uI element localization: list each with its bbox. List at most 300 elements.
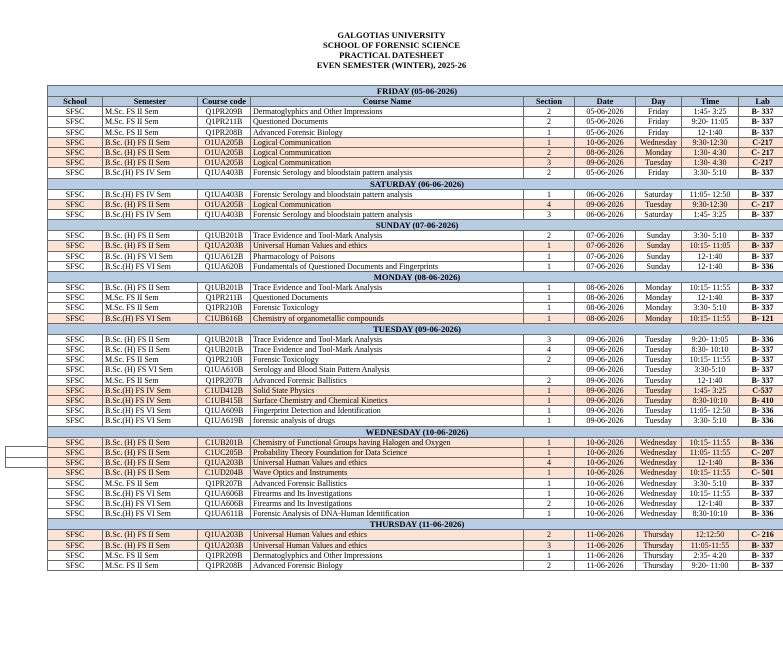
time-cell: 3:30-5:10	[682, 365, 739, 375]
semester-cell: B.Sc.(H) FS IV Sem	[103, 210, 198, 220]
course-code-cell: Q1PR211B	[198, 293, 251, 303]
table-row	[48, 345, 783, 355]
time-cell: 1:30- 4:30	[682, 148, 739, 158]
semester-cell: M.Sc. FS II Sem	[103, 375, 198, 385]
day-header-row	[48, 426, 783, 437]
date-cell: 08-06-2026	[575, 148, 636, 158]
lab-cell: B- 410	[739, 396, 783, 406]
table-row	[48, 241, 783, 251]
course-name-cell: Probability Theory Foundation for Data Science	[251, 447, 524, 457]
time-cell: 8:30-10:10	[682, 509, 739, 519]
table-row	[48, 251, 783, 261]
day-cell: Thursday	[636, 550, 682, 560]
semester-cell: M.Sc. FS II Sem	[103, 560, 198, 570]
semester-cell: B.Sc. (H) FS II Sem	[103, 241, 198, 251]
table-row	[48, 406, 783, 416]
stray-border-lines	[5, 446, 47, 468]
section-cell: 1	[524, 385, 575, 395]
day-cell: Thursday	[636, 540, 682, 550]
lab-cell: B- 337	[739, 231, 783, 241]
section-cell: 2	[524, 107, 575, 117]
section-cell: 1	[524, 396, 575, 406]
datesheet-body	[48, 86, 783, 571]
date-cell: 09-06-2026	[575, 396, 636, 406]
date-cell: 05-06-2026	[575, 107, 636, 117]
date-cell: 10-06-2026	[575, 447, 636, 457]
time-cell: 10:15- 11:55	[682, 488, 739, 498]
section-cell: 2	[524, 530, 575, 540]
semester-cell: B.Sc.(H) FS IV Sem	[103, 189, 198, 199]
course-name-cell: Forensic Toxicology	[251, 355, 524, 365]
day-cell: Wednesday	[636, 488, 682, 498]
table-row	[48, 148, 783, 158]
school-cell: SFSC	[48, 293, 103, 303]
course-name-cell: Serology and Blood Stain Pattern Analysis	[251, 365, 524, 375]
table-row	[48, 137, 783, 147]
time-cell: 9:20- 11:05	[682, 117, 739, 127]
course-name-cell: Questioned Documents	[251, 117, 524, 127]
table-row	[48, 437, 783, 447]
section-cell: 1	[524, 293, 575, 303]
day-header-row	[48, 178, 783, 189]
school-cell: SFSC	[48, 478, 103, 488]
course-code-cell: C1UD412B	[198, 385, 251, 395]
course-code-cell: Q1PR207B	[198, 478, 251, 488]
table-row	[48, 530, 783, 540]
school-cell: SFSC	[48, 396, 103, 406]
section-cell: 2	[524, 355, 575, 365]
course-code-cell: Q1UA203B	[198, 241, 251, 251]
course-code-cell: Q1PR210B	[198, 355, 251, 365]
course-name-cell: Chemistry of organometallic compounds	[251, 313, 524, 323]
course-name-cell: Firearms and Its Investigations	[251, 488, 524, 498]
column-header: School	[48, 97, 103, 107]
date-cell: 09-06-2026	[575, 345, 636, 355]
school-cell: SFSC	[48, 468, 103, 478]
course-code-cell: Q1PR208B	[198, 560, 251, 570]
course-name-cell: Universal Human Values and ethics	[251, 241, 524, 251]
school-cell: SFSC	[48, 345, 103, 355]
day-cell: Tuesday	[636, 385, 682, 395]
date-cell: 09-06-2026	[575, 334, 636, 344]
table-row	[48, 458, 783, 468]
course-name-cell: Trace Evidence and Tool-Mark Analysis	[251, 283, 524, 293]
school-cell: SFSC	[48, 509, 103, 519]
course-name-cell: Dermatoglyphics and Other Impressions	[251, 107, 524, 117]
day-cell: Wednesday	[636, 137, 682, 147]
day-cell: Tuesday	[636, 345, 682, 355]
day-cell: Tuesday	[636, 158, 682, 168]
school-cell: SFSC	[48, 406, 103, 416]
course-code-cell: Q1UA606B	[198, 488, 251, 498]
section-cell: 1	[524, 437, 575, 447]
course-code-cell: Q1UA403B	[198, 210, 251, 220]
time-cell: 3:30- 5:10	[682, 478, 739, 488]
course-code-cell: Q1UA610B	[198, 365, 251, 375]
section-cell: 3	[524, 158, 575, 168]
day-cell: Tuesday	[636, 416, 682, 426]
table-row	[48, 313, 783, 323]
date-cell: 10-06-2026	[575, 468, 636, 478]
day-cell: Tuesday	[636, 334, 682, 344]
section-cell: 1	[524, 303, 575, 313]
school-cell: SFSC	[48, 148, 103, 158]
column-header: Section	[524, 97, 575, 107]
course-name-cell: Universal Human Values and ethics	[251, 458, 524, 468]
course-code-cell: Q1PR207B	[198, 375, 251, 385]
time-cell: 11:05-11:55	[682, 540, 739, 550]
semester-cell: B.Sc. (H) FS II Sem	[103, 148, 198, 158]
lab-cell: B- 336	[739, 509, 783, 519]
column-header-row	[48, 97, 783, 107]
day-cell: Wednesday	[636, 437, 682, 447]
time-cell: 3:30- 5:10	[682, 416, 739, 426]
school-cell: SFSC	[48, 199, 103, 209]
day-header: MONDAY (08-06-2026)	[48, 272, 783, 283]
semester-cell: B.Sc. (H) FS II Sem	[103, 530, 198, 540]
school-cell: SFSC	[48, 210, 103, 220]
time-cell: 1:45- 3:25	[682, 107, 739, 117]
semester-cell: B.Sc.(H) FS VI Sem	[103, 498, 198, 508]
date-cell: 10-06-2026	[575, 458, 636, 468]
lab-cell: B- 337	[739, 107, 783, 117]
semester-cell: B.Sc. (H) FS VI Sem	[103, 365, 198, 375]
school-cell: SFSC	[48, 189, 103, 199]
semester-cell: M.Sc. FS II Sem	[103, 293, 198, 303]
date-cell: 09-06-2026	[575, 385, 636, 395]
time-cell: 10:15- 11:55	[682, 313, 739, 323]
course-name-cell: Trace Evidence and Tool-Mark Analysis	[251, 345, 524, 355]
semester-cell: B.Sc.(H) FS VI Sem	[103, 416, 198, 426]
day-cell: Wednesday	[636, 478, 682, 488]
semester-cell: M.Sc. FS II Sem	[103, 550, 198, 560]
day-cell: Friday	[636, 168, 682, 178]
school-cell: SFSC	[48, 107, 103, 117]
semester-title: EVEN SEMESTER (WINTER), 2025-26	[316, 60, 467, 70]
course-code-cell: O1UA205B	[198, 199, 251, 209]
semester-cell: B.Sc.(H) FS VI Sem	[103, 406, 198, 416]
table-row	[48, 447, 783, 457]
semester-cell: B.Sc. (H) FS II Sem	[103, 540, 198, 550]
course-code-cell: C1UC205B	[198, 447, 251, 457]
course-code-cell: C1UB201B	[198, 437, 251, 447]
time-cell: 12-1:40	[682, 293, 739, 303]
time-cell: 1:45- 3:25	[682, 210, 739, 220]
course-name-cell: Surface Chemistry and Chemical Kinetics	[251, 396, 524, 406]
table-row	[48, 498, 783, 508]
course-name-cell: Logical Communication	[251, 158, 524, 168]
time-cell: 8:30-10:10	[682, 396, 739, 406]
day-cell: Friday	[636, 127, 682, 137]
table-row	[48, 189, 783, 199]
table-row	[48, 375, 783, 385]
date-cell: 10-06-2026	[575, 137, 636, 147]
semester-cell: B.Sc. (H) FS II Sem	[103, 345, 198, 355]
time-cell: 11:05- 12:50	[682, 406, 739, 416]
course-code-cell: Q1PR210B	[198, 303, 251, 313]
school-cell: SFSC	[48, 437, 103, 447]
date-cell: 10-06-2026	[575, 488, 636, 498]
section-cell: 1	[524, 550, 575, 560]
day-cell: Tuesday	[636, 365, 682, 375]
course-code-cell: Q1UB201B	[198, 334, 251, 344]
section-cell: 2	[524, 498, 575, 508]
day-header: SUNDAY (07-06-2026)	[48, 220, 783, 231]
school-cell: SFSC	[48, 303, 103, 313]
date-cell: 10-06-2026	[575, 478, 636, 488]
day-cell: Wednesday	[636, 509, 682, 519]
course-name-cell: Chemistry of Functional Groups having Halogen and Oxygen	[251, 437, 524, 447]
course-name-cell: Advanced Forensic Biology	[251, 127, 524, 137]
date-cell: 07-06-2026	[575, 251, 636, 261]
section-cell: 4	[524, 458, 575, 468]
semester-cell: B.Sc. (H) FS II Sem	[103, 199, 198, 209]
course-code-cell: Q1UA619B	[198, 416, 251, 426]
semester-cell: B.Sc. (H) FS II Sem	[103, 231, 198, 241]
day-header: FRIDAY (05-06-2026)	[48, 86, 783, 97]
section-cell: 1	[524, 241, 575, 251]
day-cell: Monday	[636, 313, 682, 323]
time-cell: 11:05- 11:55	[682, 447, 739, 457]
semester-cell: B.Sc. (H) FS II Sem	[103, 137, 198, 147]
time-cell: 8:30- 10:10	[682, 345, 739, 355]
course-name-cell: Solid State Physics	[251, 385, 524, 395]
date-cell: 11-06-2026	[575, 540, 636, 550]
lab-cell: C- 501	[739, 468, 783, 478]
day-cell: Tuesday	[636, 375, 682, 385]
table-row	[48, 540, 783, 550]
table-row	[48, 127, 783, 137]
school-cell: SFSC	[48, 313, 103, 323]
table-row	[48, 199, 783, 209]
school-cell: SFSC	[48, 168, 103, 178]
course-name-cell: Firearms and Its Investigations	[251, 498, 524, 508]
date-cell: 05-06-2026	[575, 168, 636, 178]
section-cell: 2	[524, 560, 575, 570]
school-cell: SFSC	[48, 334, 103, 344]
time-cell: 9:30-12:30	[682, 199, 739, 209]
section-cell: 2	[524, 117, 575, 127]
section-cell: 1	[524, 406, 575, 416]
course-code-cell: C1UB616B	[198, 313, 251, 323]
lab-cell: C- 217	[739, 148, 783, 158]
course-code-cell: Q1PR211B	[198, 117, 251, 127]
course-name-cell: Trace Evidence and Tool-Mark Analysis	[251, 334, 524, 344]
lab-cell: B- 337	[739, 168, 783, 178]
lab-cell: C- 207	[739, 447, 783, 457]
course-name-cell: Questioned Documents	[251, 293, 524, 303]
day-header-row	[48, 86, 783, 97]
lab-cell: B- 337	[739, 283, 783, 293]
semester-cell: M.Sc. FS II Sem	[103, 355, 198, 365]
section-cell: 1	[524, 468, 575, 478]
course-code-cell: Q1UB201B	[198, 345, 251, 355]
lab-cell: B- 337	[739, 365, 783, 375]
date-cell: 07-06-2026	[575, 231, 636, 241]
course-code-cell: C1UD204B	[198, 468, 251, 478]
date-cell: 09-06-2026	[575, 365, 636, 375]
course-name-cell: Fundamentals of Questioned Documents and Fingerprints	[251, 261, 524, 271]
table-row	[48, 365, 783, 375]
school-cell: SFSC	[48, 498, 103, 508]
table-row	[48, 231, 783, 241]
date-cell: 11-06-2026	[575, 530, 636, 540]
lab-cell: B- 336	[739, 458, 783, 468]
semester-cell: B.Sc. (H) FS II Sem	[103, 283, 198, 293]
lab-cell: C-537	[739, 385, 783, 395]
table-row	[48, 560, 783, 570]
date-cell: 08-06-2026	[575, 283, 636, 293]
date-cell: 09-06-2026	[575, 416, 636, 426]
lab-cell: B- 336	[739, 334, 783, 344]
table-row	[48, 488, 783, 498]
date-cell: 09-06-2026	[575, 199, 636, 209]
time-cell: 9:20- 11:00	[682, 560, 739, 570]
day-cell: Tuesday	[636, 406, 682, 416]
course-code-cell: O1UA205B	[198, 158, 251, 168]
semester-cell: B.Sc.(H) FS VI Sem	[103, 313, 198, 323]
table-row	[48, 550, 783, 560]
school-cell: SFSC	[48, 560, 103, 570]
lab-cell: B- 337	[739, 293, 783, 303]
school-cell: SFSC	[48, 231, 103, 241]
course-name-cell: Wave Optics and Instruments	[251, 468, 524, 478]
table-row	[48, 509, 783, 519]
day-cell: Thursday	[636, 530, 682, 540]
table-row	[48, 334, 783, 344]
date-cell: 09-06-2026	[575, 158, 636, 168]
school-cell: SFSC	[48, 447, 103, 457]
semester-cell: M.Sc. FS II Sem	[103, 478, 198, 488]
date-cell: 10-06-2026	[575, 437, 636, 447]
time-cell: 10:15- 11:55	[682, 283, 739, 293]
semester-cell: B.Sc.(H) FS VI Sem	[103, 488, 198, 498]
lab-cell: B- 337	[739, 355, 783, 365]
course-code-cell: Q1PR208B	[198, 127, 251, 137]
section-cell: 1	[524, 416, 575, 426]
date-cell: 05-06-2026	[575, 117, 636, 127]
course-code-cell: Q1UB201B	[198, 283, 251, 293]
date-cell: 11-06-2026	[575, 550, 636, 560]
table-row	[48, 416, 783, 426]
course-name-cell: Pharmacology of Poisons	[251, 251, 524, 261]
day-cell: Monday	[636, 293, 682, 303]
school-cell: SFSC	[48, 365, 103, 375]
course-name-cell: Dermatoglyphics and Other Impressions	[251, 550, 524, 560]
table-row	[48, 117, 783, 127]
school-cell: SFSC	[48, 355, 103, 365]
lab-cell: C- 217	[739, 199, 783, 209]
section-cell: 2	[524, 375, 575, 385]
time-cell: 12-1:40	[682, 261, 739, 271]
time-cell: 9:30-12:30	[682, 137, 739, 147]
document-title: PRACTICAL DATESHEET	[339, 50, 444, 60]
table-row	[48, 293, 783, 303]
lab-cell: B- 337	[739, 303, 783, 313]
day-cell: Sunday	[636, 261, 682, 271]
school-cell: SFSC	[48, 251, 103, 261]
column-header: Date	[575, 97, 636, 107]
course-code-cell: Q1UA203B	[198, 530, 251, 540]
section-cell: 1	[524, 283, 575, 293]
semester-cell: M.Sc. FS II Sem	[103, 117, 198, 127]
semester-cell: B.Sc.(H) FS IV Sem	[103, 168, 198, 178]
course-code-cell: Q1UA620B	[198, 261, 251, 271]
lab-cell: B- 337	[739, 498, 783, 508]
day-cell: Saturday	[636, 189, 682, 199]
semester-cell: B.Sc.(H) FS IV Sem	[103, 396, 198, 406]
course-name-cell: Forensic Analysis of DNA-Human Identification	[251, 509, 524, 519]
day-cell: Wednesday	[636, 458, 682, 468]
table-row	[48, 396, 783, 406]
day-cell: Tuesday	[636, 355, 682, 365]
time-cell: 10:15- 11:05	[682, 241, 739, 251]
semester-cell: M.Sc. FS II Sem	[103, 303, 198, 313]
day-header: SATURDAY (06-06-2026)	[48, 178, 783, 189]
table-row	[48, 168, 783, 178]
section-cell: 1	[524, 137, 575, 147]
day-cell: Saturday	[636, 210, 682, 220]
course-code-cell: O1UA205B	[198, 148, 251, 158]
day-cell: Wednesday	[636, 468, 682, 478]
school-cell: SFSC	[48, 458, 103, 468]
lab-cell: B- 337	[739, 127, 783, 137]
section-cell: 2	[524, 231, 575, 241]
time-cell: 11:05- 12:50	[682, 189, 739, 199]
section-cell: 3	[524, 540, 575, 550]
school-cell: SFSC	[48, 540, 103, 550]
column-header: Day	[636, 97, 682, 107]
school-cell: SFSC	[48, 550, 103, 560]
date-cell: 11-06-2026	[575, 560, 636, 570]
course-name-cell: Forensic Serology and bloodstain pattern analysis	[251, 168, 524, 178]
school-cell: SFSC	[48, 261, 103, 271]
table-row	[48, 107, 783, 117]
day-cell: Monday	[636, 303, 682, 313]
lab-cell: B- 336	[739, 416, 783, 426]
lab-cell: B- 337	[739, 210, 783, 220]
lab-cell: B- 337	[739, 251, 783, 261]
section-cell: 3	[524, 210, 575, 220]
course-code-cell: Q1UA203B	[198, 458, 251, 468]
section-cell: 1	[524, 313, 575, 323]
lab-cell: B- 337	[739, 375, 783, 385]
school-cell: SFSC	[48, 488, 103, 498]
course-code-cell: Q1PR209B	[198, 107, 251, 117]
school-cell: SFSC	[48, 137, 103, 147]
lab-cell: B- 337	[739, 189, 783, 199]
course-name-cell: Advanced Forensic Ballistics	[251, 375, 524, 385]
semester-cell: B.Sc. (H) FS II Sem	[103, 334, 198, 344]
column-header: Time	[682, 97, 739, 107]
lab-cell: B- 337	[739, 488, 783, 498]
semester-cell: B.Sc.(H) FS VI Sem	[103, 509, 198, 519]
course-name-cell: Logical Communication	[251, 137, 524, 147]
section-cell: 1	[524, 447, 575, 457]
table-row	[48, 210, 783, 220]
school-cell: SFSC	[48, 385, 103, 395]
course-name-cell: Advanced Forensic Ballistics	[251, 478, 524, 488]
time-cell: 12:12:50	[682, 530, 739, 540]
university-name: GALGOTIAS UNIVERSITY	[337, 30, 446, 40]
day-header-row	[48, 323, 783, 334]
semester-cell: B.Sc. (H) FS II Sem	[103, 458, 198, 468]
course-code-cell: Q1UA609B	[198, 406, 251, 416]
day-header: TUESDAY (09-06-2026)	[48, 323, 783, 334]
semester-cell: B.Sc. (H) FS II Sem	[103, 447, 198, 457]
semester-cell: B.Sc. (H) FS II Sem	[103, 437, 198, 447]
time-cell: 10:15- 11:55	[682, 468, 739, 478]
